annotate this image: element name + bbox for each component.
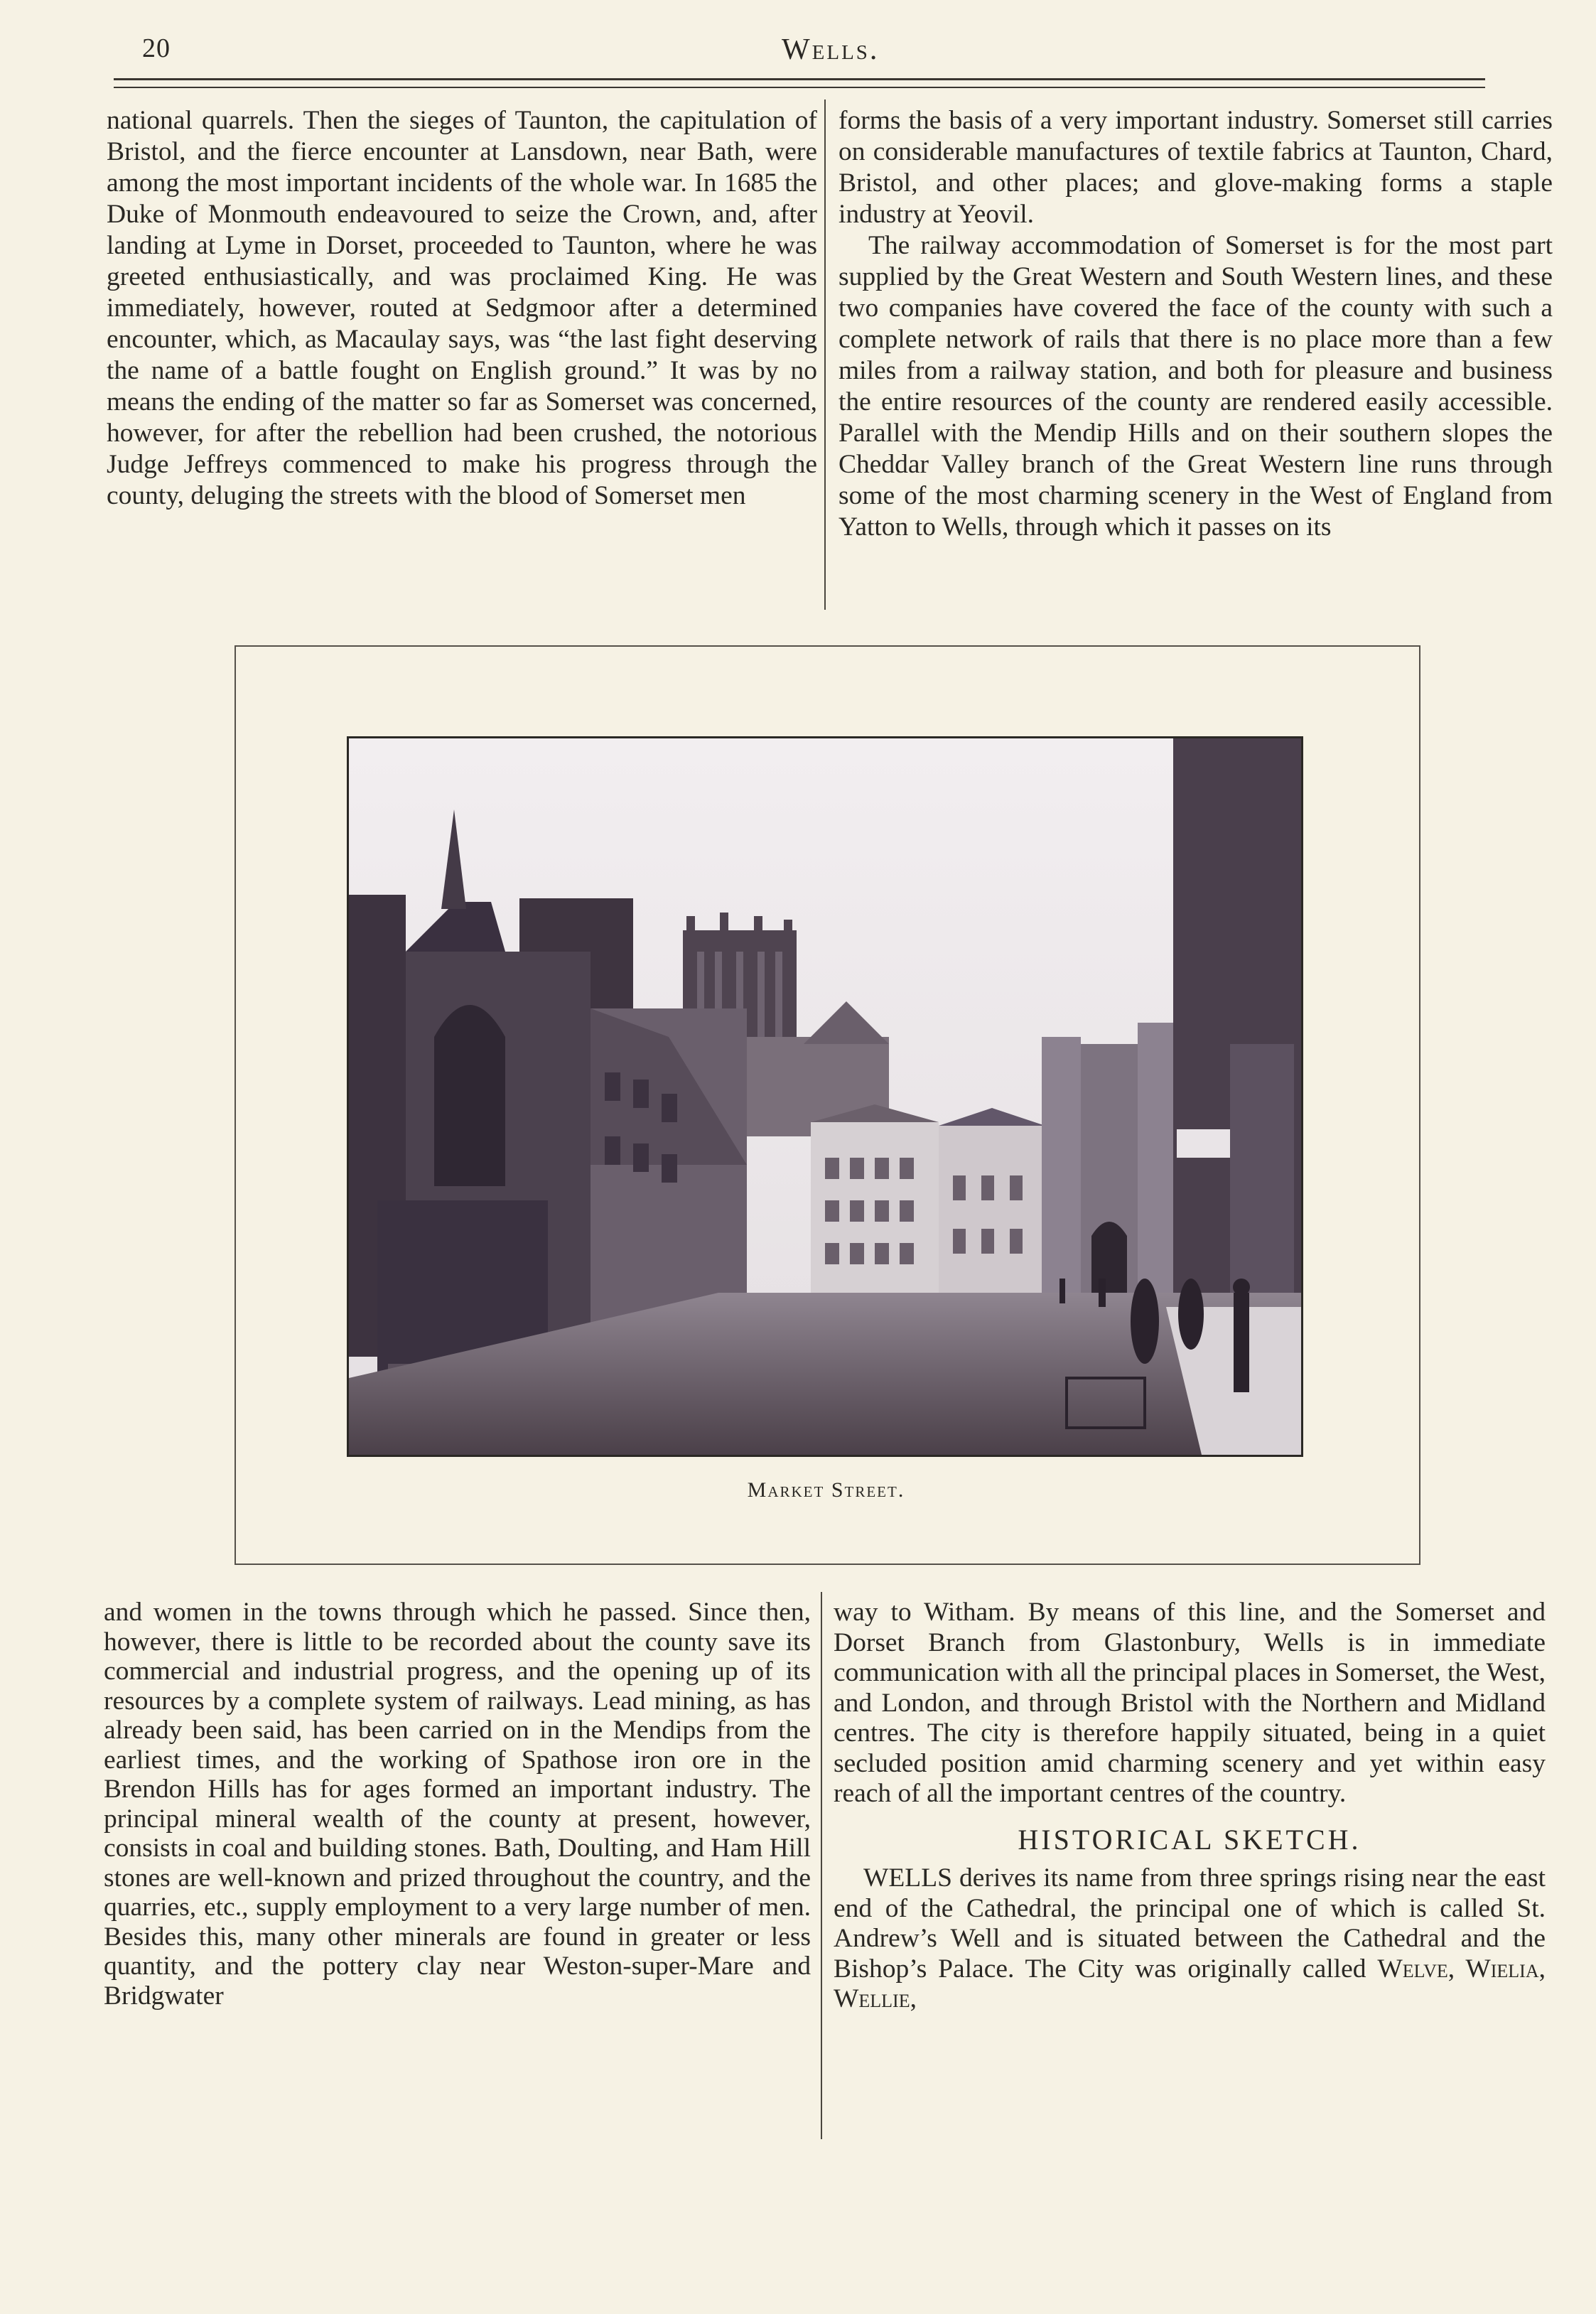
bottom-right-column: [834, 1598, 1546, 2015]
header-rule-thin: [114, 87, 1485, 88]
market-street-photo: [347, 736, 1303, 1457]
paragraph: [834, 1863, 1546, 2015]
paragraph: The railway accommodation of Somerset is for the most part supplied by the Great Western and South Western lines, and these two companies have covered the face of the county with such a complete network of rails that there is no place more than a few miles from a railway station, and both for pleasure and business the entire resources of the county are rendered easily accessible. Parallel with the Mendip Hills and on their southern slopes the Cheddar Valley branch of the Great Western line runs through some of the most charming scenery in the West of England from Yatton to Wells, through which it passes on its: [839, 231, 1553, 542]
paragraph: and women in the towns through which he passed. Since then, however, there is little to be recorded about the county save its commercial and industrial progress, and the opening up of its resources by a complete system of railways. Lead mining, as has already been said, has been carried on in the Mendips from the earliest times, and the working of Spathose iron ore in the Brendon Hills has for ages formed an important industry. The principal mineral wealth of the county at present, however, consists in coal and building stones. Bath, Doulting, and Ham Hill stones are well-known and prized throughout the country, and the quarries, etc., supply employment to a very large number of men. Besides this, many other minerals are found in greater or less quantity, and the pottery clay near Weston-super-Mare and Bridgwater: [104, 1598, 811, 2011]
paragraph: national quarrels. Then the sieges of Taunton, the capitulation of Bristol, and the fierce encounter at Lansdown, near Bath, were among the most important incidents of the whole war. In 1685 the Duke of Monmouth endeavoured to seize the Crown, and, after landing at Lyme in Dorset, proceeded to Taunton, where he was greeted enthusiastically, and was proclaimed King. He was immediately, however, routed at Sedgmoor after a determined encounter, which, as Macaulay says, was “the last fight deserving the name of a battle fought on English ground.” It was by no means the ending of the matter so far as Somerset was concerned, however, for after the rebellion had been crushed, the notorious Judge Jeffreys commenced to make his progress through the county, deluging the streets with the blood of Somerset men: [107, 106, 817, 510]
paragraph: forms the basis of a very important industry. Somerset still carries on considerable manufactures of textile fabrics at Taunton, Chard, Bristol, and other places; and glove-making forms a staple industry at Yeovil.: [839, 106, 1553, 229]
column-divider: [824, 99, 826, 610]
top-left-column: [107, 105, 817, 512]
page-number: 20: [142, 33, 171, 63]
page-header: [142, 33, 1535, 75]
running-title: Wells.: [782, 33, 880, 66]
paragraph: way to Witham. By means of this line, and the Somerset and Dorset Branch from Glastonbury, Wells is in immediate communication with all the principal places in Somerset, the West, and London, and through Bristol with the Northern and Midland centres. The city is therefore happily situated, being in a quiet secluded position amid charming scenery and yet within easy reach of all the important centres of the country.: [834, 1598, 1546, 1808]
historic-names: Welve, Wielia, Wellie,: [834, 1954, 1546, 2013]
figure-caption: Market Street.: [747, 1478, 905, 1502]
column-divider: [821, 1592, 822, 2139]
bottom-left-column: [104, 1598, 811, 2011]
section-heading: HISTORICAL SKETCH.: [1018, 1823, 1362, 1856]
header-rule: [114, 78, 1485, 80]
top-right-column: [839, 105, 1553, 543]
paragraph-text: derives its name from three springs rising near the east end of the Cathedral, the principal one of which is called St. Andrew’s Well and is situated between the Cathedral and the Bishop’s Palace. The City was originally called: [834, 1863, 1546, 1984]
drop-lead: WELLS: [863, 1863, 952, 1893]
